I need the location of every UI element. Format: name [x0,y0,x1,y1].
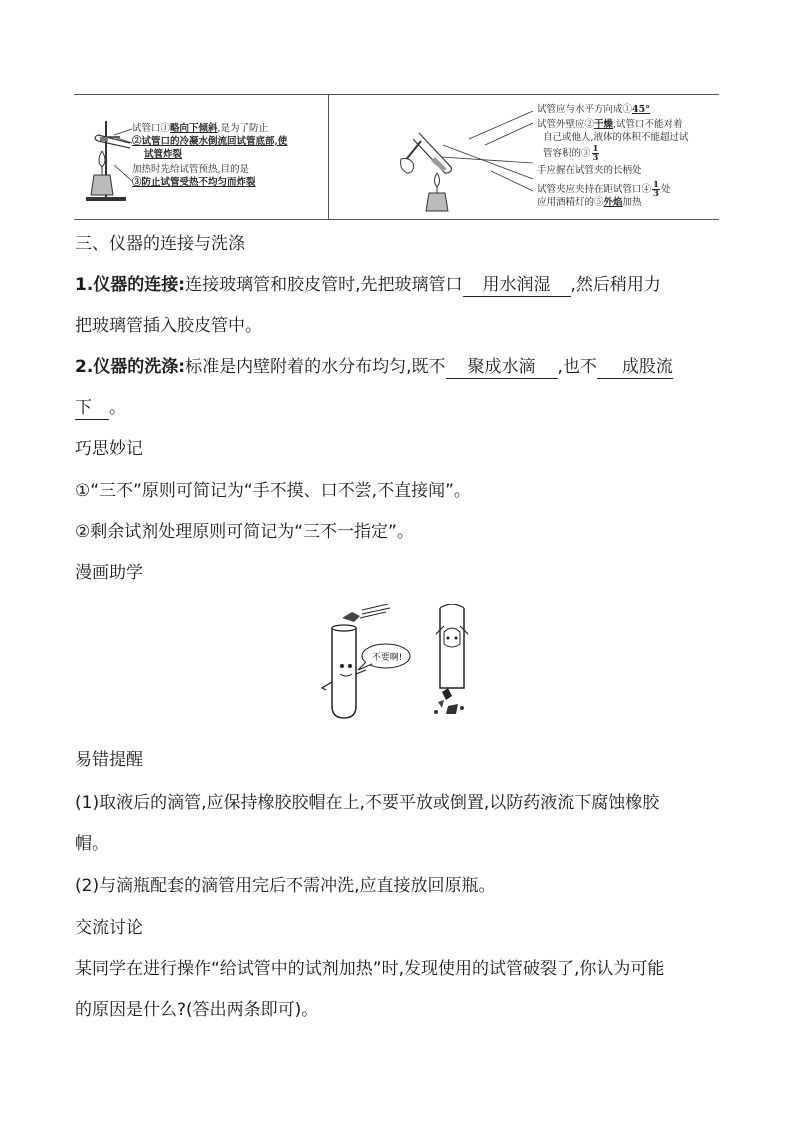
memory-tip-1: ①“三不”原则可简记为“手不摸、口不尝,不直接闻”。 [75,481,471,501]
discussion-question-line2: 的原因是什么?(答出两条即可)。 [75,1000,319,1020]
answer-blank: 成股流 [597,356,673,379]
comic-heading: 漫画助学 [75,563,143,583]
left-annotation-3: 试管炸裂 [144,149,183,160]
right-annotation-6: 试管夹应夹持在距试管口④ $\frac{1}{3}$ 处 [537,180,671,199]
mistake-item-2: (2)与滴瓶配套的滴管用完后不需冲洗,应直接放回原瓶。 [75,876,496,896]
pointer-lines-right [429,105,535,215]
item-washing-line2: 下 。 [75,398,126,418]
left-annotation-2: ②试管口的冷凝水倒流回试管底部,使 [132,136,288,147]
right-annotation-5: 手应握在试管夹的长柄处 [537,165,642,176]
section-title: 三、仪器的连接与洗涤 [75,234,245,254]
right-annotation-7: 应用酒精灯的⑤外焰加热 [537,197,642,208]
test-tube-cartoon-illustration [318,604,478,722]
left-annotation-1: 试管口①略向下倾斜,是为了防止 [132,123,269,134]
pointer-lines-left [114,125,134,195]
memory-tip-2: ②剩余试剂处理原则可简记为“三不一指定”。 [75,522,414,542]
item-washing: 2.仪器的洗涤:标准是内壁附着的水分布均匀,既不 聚成水滴 ,也不 成股流 [75,357,673,377]
figure-table [74,94,719,220]
figure-cell-heating-liquid [329,95,719,219]
answer-blank: 聚成水滴 [446,356,558,379]
item-connection-label: 1.仪器的连接: [75,275,186,295]
discussion-heading: 交流讨论 [75,918,143,938]
fraction-one-third: $\frac{1}{3}$ [592,144,599,163]
memory-heading: 巧思妙记 [75,439,143,459]
mistakes-heading: 易错提醒 [75,750,143,770]
figure-cell-heating-solid [74,95,328,219]
mistake-item-1-line2: 帽。 [75,834,109,854]
item-connection-line2: 把玻璃管插入胶皮管中。 [75,316,262,336]
answer-blank: 用水润湿 [463,274,571,297]
mistake-item-1: (1)取液后的滴管,应保持橡胶胶帽在上,不要平放或倒置,以防药液流下腐蚀橡胶 [75,793,660,813]
right-annotation-2: 试管外壁应②干燥,试管口不能对着 [537,119,683,130]
discussion-question: 某同学在进行操作“给试管中的试剂加热”时,发现使用的试管破裂了,你认为可能 [75,959,665,979]
left-annotation-5: ③防止试管受热不均匀而炸裂 [132,177,256,188]
test-tube-cartoon [318,604,478,722]
item-washing-label: 2.仪器的洗涤: [75,357,186,377]
right-annotation-1: 试管应与水平方向成①45° [537,104,650,115]
left-annotation-4: 加热时先给试管预热,目的是 [132,164,250,175]
item-connection: 1.仪器的连接:连接玻璃管和胶皮管时,先把玻璃管口 用水润湿 ,然后稍用力 [75,275,661,295]
right-annotation-3: 自己或他人,液体的体积不能超过试 [543,132,689,143]
fraction-one-third: $\frac{1}{3}$ [653,180,659,199]
speech-bubble-text: 不要啊! [371,653,403,663]
right-annotation-4: 管容积的③ $\frac{1}{3}$ [543,144,599,163]
answer-blank: 下 [75,397,109,420]
